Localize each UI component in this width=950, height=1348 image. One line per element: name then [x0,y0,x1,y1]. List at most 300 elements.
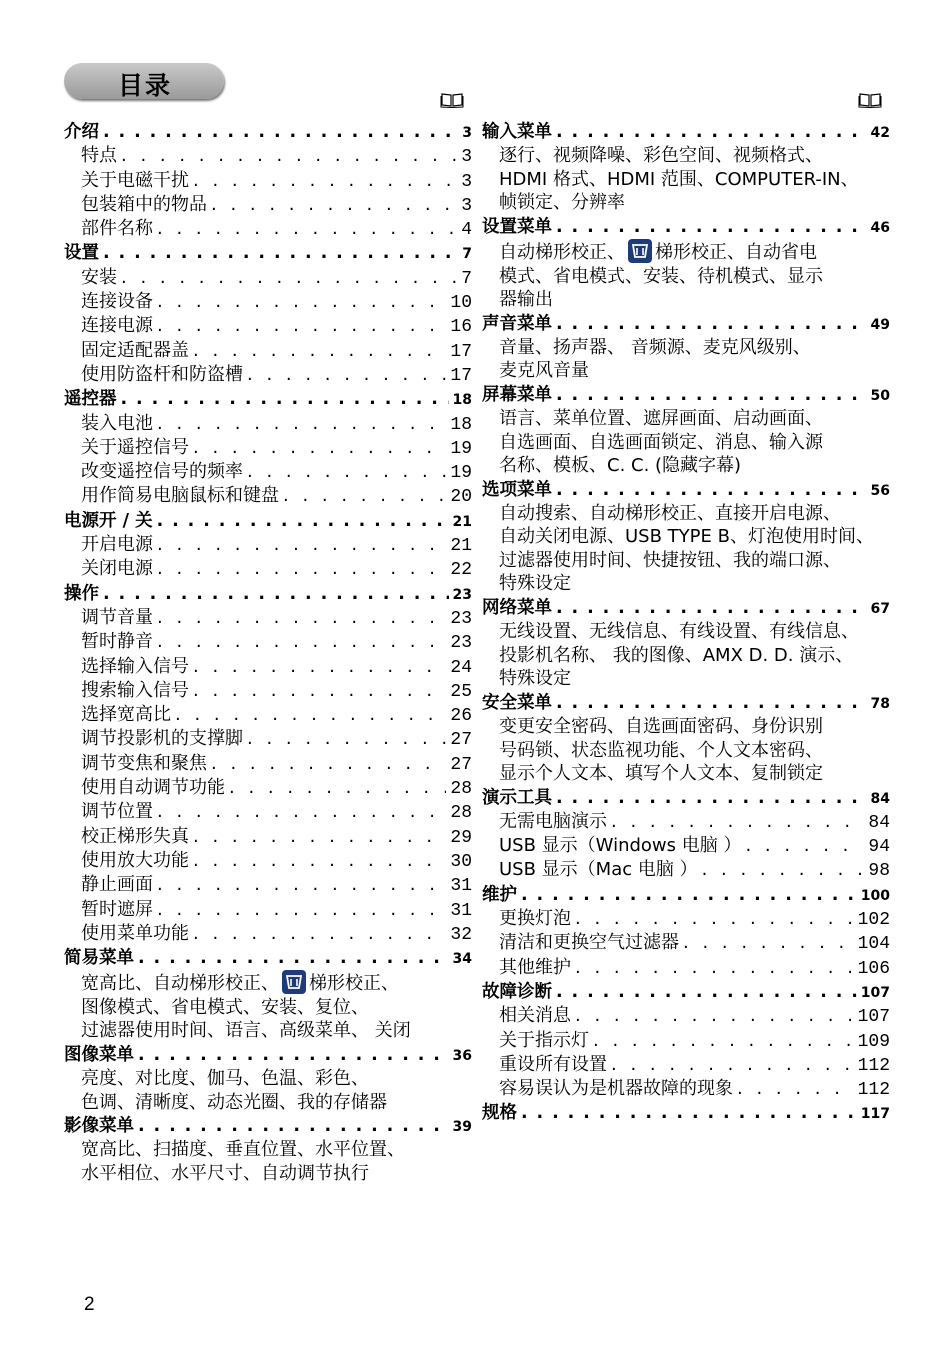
entry-page-number: 28 [450,803,472,824]
entry-page-number: 18 [452,392,472,409]
entry-page-number: 32 [450,924,472,945]
entry-label: 规格 [482,1103,517,1124]
entry-page-number: 104 [857,934,890,955]
entry-page-number: 19 [450,463,472,484]
entry-label: USB 显示（Mac 电脑 ） [499,859,698,881]
entry-label: 遥控器 [64,389,117,410]
menu-items-description [482,407,890,478]
description-line [499,667,890,691]
entry-page-number: 4 [461,220,472,241]
entry-label: USB 显示（Windows 电脑 ） [499,835,742,857]
dot-leader [575,956,854,980]
dot-leader [193,655,446,679]
description-line [499,644,890,668]
dot-leader [193,922,446,946]
entry-page-number: 23 [450,633,472,654]
dot-leader [193,825,446,849]
toc-section-entry[interactable] [64,460,472,484]
entry-label: 部件名称 [81,218,153,240]
description-text: HDMI 格式、HDMI 范围、COMPUTER-IN、 [499,168,859,190]
entry-page-number: 21 [452,513,472,530]
dot-leader [521,1101,857,1125]
dot-leader [556,478,867,502]
entry-label: 特点 [81,145,117,167]
toc-section-entry[interactable] [482,1077,890,1101]
toc-section-entry[interactable] [64,339,472,363]
description-text: 亮度、对比度、伽马、色温、彩色、 [81,1068,369,1090]
toc-chapter-entry[interactable] [64,387,472,411]
dot-leader [575,907,854,931]
toc-section-entry[interactable] [64,557,472,581]
entry-label: 关于指示灯 [499,1029,589,1051]
description-text: 音量、扬声器、 音频源、麦克风级别、 [499,336,811,358]
entry-page-number: 98 [868,861,890,882]
description-text: 特殊设定 [499,668,571,690]
toc-chapter-entry[interactable] [482,691,890,715]
description-line [499,265,890,289]
menu-items-description [482,502,890,596]
entry-page-number: 112 [857,1055,890,1076]
entry-page-number: 30 [450,851,472,872]
toc-chapter-entry[interactable] [482,1101,890,1125]
dot-leader [157,557,446,581]
dot-leader [556,691,867,715]
dot-leader [521,883,857,907]
entry-label: 容易误认为是机器故障的现象 [499,1078,733,1100]
entry-label: 连接设备 [81,291,153,313]
description-line [499,359,890,383]
entry-label: 网络菜单 [482,597,552,618]
toc-title: 目录 [118,71,173,100]
toc-section-entry[interactable] [64,703,472,727]
toc-section-entry[interactable] [64,630,472,654]
dot-leader [157,412,446,436]
entry-page-number: 3 [461,195,472,216]
entry-label: 固定适配器盖 [81,339,189,361]
entry-label: 设置 [64,243,99,264]
entry-label: 操作 [64,583,99,604]
toc-chapter-entry[interactable] [64,120,472,144]
toc-section-entry[interactable] [64,727,472,751]
dot-leader [103,120,458,144]
dot-leader [175,703,446,727]
entry-page-number: 31 [450,900,472,921]
toc-section-entry[interactable] [64,533,472,557]
dot-leader [702,858,865,882]
entry-label: 图像菜单 [64,1044,134,1065]
toc-section-entry[interactable] [482,1053,890,1077]
toc-section-entry[interactable] [64,169,472,193]
dot-leader [157,800,446,824]
entry-label: 更换灯泡 [499,908,571,930]
description-text: 模式、省电模式、安装、待机模式、显示 [499,265,823,287]
dot-leader [157,606,446,630]
description-line [499,739,890,763]
dot-leader [138,946,449,970]
entry-page-number: 17 [450,365,472,386]
dot-leader [745,834,864,858]
dot-leader [556,786,867,810]
toc-column-right [482,120,890,1126]
toc-chapter-entry[interactable] [482,883,890,907]
entry-page-number: 31 [450,876,472,897]
entry-label: 选项菜单 [482,479,552,500]
description-text: 梯形校正、自动省电 [655,242,817,264]
dot-leader [683,931,854,955]
entry-label: 用作简易电脑鼠标和键盘 [81,485,279,507]
dot-leader [283,484,446,508]
toc-section-entry[interactable] [64,412,472,436]
entry-label: 关于遥控信号 [81,436,189,458]
entry-label: 简易菜单 [64,948,134,969]
entry-label: 设置菜单 [482,216,552,237]
entry-page-number: 21 [450,536,472,557]
toc-chapter-entry[interactable] [482,596,890,620]
toc-section-entry[interactable] [482,858,890,882]
toc-chapter-entry[interactable] [482,120,890,144]
entry-label: 校正梯形失真 [81,825,189,847]
dot-leader [556,312,867,336]
entry-label: 调节位置 [81,801,153,823]
toc-chapter-entry[interactable] [482,215,890,239]
description-text: 显示个人文本、填写个人文本、复制锁定 [499,763,823,785]
description-line [499,715,890,739]
toc-section-entry[interactable] [64,679,472,703]
toc-title-pill [64,63,224,99]
description-text: 过滤器使用时间、语言、高级菜单、 关闭 [81,1020,411,1042]
entry-label: 调节变焦和聚焦 [81,752,207,774]
entry-label: 使用防盗杆和防盗槽 [81,363,243,385]
toc-section-entry[interactable] [64,266,472,290]
toc-section-entry[interactable] [64,873,472,897]
entry-page-number: 112 [857,1080,890,1101]
entry-page-number: 3 [461,171,472,192]
description-text: 号码锁、状态监视功能、个人文本密码、 [499,739,823,761]
description-text: 语言、菜单位置、遮屏画面、启动画面、 [499,408,823,430]
entry-label: 无需电脑演示 [499,810,607,832]
toc-section-entry[interactable] [64,363,472,387]
entry-label: 安全菜单 [482,692,552,713]
entry-page-number: 117 [860,1106,890,1123]
description-text: 自动梯形校正、 [499,242,625,264]
description-text: 帧锁定、分辨率 [499,192,625,214]
entry-label: 关于电磁干扰 [81,169,189,191]
toc-section-entry[interactable] [482,1029,890,1053]
toc-section-entry[interactable] [64,776,472,800]
description-line [499,191,890,215]
toc-section-entry[interactable] [64,752,472,776]
entry-page-number: 19 [450,438,472,459]
entry-label: 使用菜单功能 [81,922,189,944]
toc-chapter-entry[interactable] [64,509,472,533]
dot-leader [611,1053,854,1077]
toc-section-entry[interactable] [482,956,890,980]
description-line [81,1138,472,1162]
entry-label: 搜索输入信号 [81,679,189,701]
description-line [499,620,890,644]
dot-leader [157,509,449,533]
toc-section-entry[interactable] [482,907,890,931]
page-number: 2 [84,1294,95,1315]
dot-leader [247,460,446,484]
entry-label: 介绍 [64,122,99,142]
description-text: 自动搜索、自动梯形校正、直接开启电源、 [499,502,841,524]
toc-section-entry[interactable] [64,436,472,460]
entry-label: 调节投影机的支撑脚 [81,728,243,750]
description-text: 宽高比、扫描度、垂直位置、水平位置、 [81,1139,405,1161]
description-line [499,336,890,360]
description-text: 变更安全密码、自选画面密码、身份识别 [499,716,823,738]
entry-page-number: 107 [857,1007,890,1028]
entry-page-number: 7 [462,246,472,263]
dot-leader [138,1114,449,1138]
dot-leader [556,596,867,620]
entry-label: 影像菜单 [64,1116,134,1137]
toc-chapter-entry[interactable] [64,946,472,970]
dot-leader [737,1077,854,1101]
toc-column-left [64,120,472,1185]
description-line [499,572,890,596]
description-line [499,407,890,431]
toc-section-entry[interactable] [64,314,472,338]
entry-label: 调节音量 [81,606,153,628]
dot-leader [193,436,446,460]
toc-section-entry[interactable] [64,800,472,824]
toc-chapter-entry[interactable] [64,1043,472,1067]
entry-label: 故障诊断 [482,981,552,1002]
description-text: 麦克风音量 [499,360,589,382]
entry-label: 重设所有设置 [499,1053,607,1075]
menu-items-description [64,1067,472,1114]
entry-page-number: 23 [452,586,472,603]
toc-section-entry[interactable] [64,922,472,946]
keystone-icon [282,970,306,994]
entry-label: 安装 [81,266,117,288]
entry-page-number: 22 [450,560,472,581]
menu-items-description [482,239,890,312]
entry-page-number: 23 [450,608,472,629]
entry-page-number: 67 [870,600,890,617]
entry-page-number: 16 [450,317,472,338]
dot-leader [103,241,458,265]
entry-page-number: 100 [860,887,890,904]
dot-leader [229,776,446,800]
entry-page-number: 50 [870,387,890,404]
toc-section-entry[interactable] [482,834,890,858]
dot-leader [556,980,857,1004]
menu-items-description [482,715,890,786]
dot-leader [157,630,446,654]
entry-page-number: 102 [857,910,890,931]
entry-label: 屏幕菜单 [482,384,552,405]
entry-page-number: 49 [870,316,890,333]
entry-page-number: 36 [452,1047,472,1064]
toc-section-entry[interactable] [64,655,472,679]
entry-label: 维护 [482,884,517,905]
description-line [499,549,890,573]
toc-section-entry[interactable] [64,484,472,508]
toc-chapter-entry[interactable] [64,241,472,265]
toc-section-entry[interactable] [482,810,890,834]
entry-page-number: 39 [452,1119,472,1136]
entry-label: 包装箱中的物品 [81,193,207,215]
toc-section-entry[interactable] [64,193,472,217]
dot-leader [157,290,446,314]
description-line [81,1067,472,1091]
dot-leader [193,679,446,703]
dot-leader [211,193,457,217]
entry-label: 使用放大功能 [81,849,189,871]
dot-leader [193,849,446,873]
description-text: 名称、模板、C. C. (隐藏字幕) [499,455,742,477]
dot-leader [103,582,449,606]
entry-page-number: 106 [857,958,890,979]
toc-chapter-entry[interactable] [64,582,472,606]
description-line [81,1162,472,1186]
entry-label: 选择输入信号 [81,655,189,677]
dot-leader [157,533,446,557]
menu-items-description [64,970,472,1043]
dot-leader [556,120,867,144]
description-text: 无线设置、无线信息、有线设置、有线信息、 [499,621,859,643]
entry-label: 暂时静音 [81,631,153,653]
description-line [499,431,890,455]
dot-leader [138,1043,449,1067]
description-text: 逐行、视频降噪、彩色空间、视频格式、 [499,145,823,167]
description-text: 自动关闭电源、USB TYPE B、灯泡使用时间、 [499,526,874,548]
toc-section-entry[interactable] [482,1004,890,1028]
description-line [499,239,890,265]
description-text: 图像模式、省电模式、安装、复位、 [81,996,369,1018]
entry-page-number: 34 [452,951,472,968]
entry-page-number: 17 [450,341,472,362]
toc-chapter-entry[interactable] [482,786,890,810]
entry-label: 声音菜单 [482,313,552,334]
toc-section-entry[interactable] [64,898,472,922]
dot-leader [121,387,449,411]
entry-page-number: 84 [870,790,890,807]
dot-leader [193,339,446,363]
description-text: 宽高比、自动梯形校正、 [81,973,279,995]
entry-label: 其他维护 [499,956,571,978]
menu-items-description [482,620,890,691]
entry-label: 连接电源 [81,315,153,337]
dot-leader [211,752,446,776]
entry-page-number: 28 [450,779,472,800]
description-text: 特殊设定 [499,573,571,595]
entry-page-number: 7 [461,268,472,289]
entry-label: 清洁和更换空气过滤器 [499,932,679,954]
toc-section-entry[interactable] [64,606,472,630]
entry-label: 选择宽高比 [81,704,171,726]
keystone-icon [628,239,652,263]
entry-page-number: 10 [450,293,472,314]
toc-chapter-entry[interactable] [64,1114,472,1138]
entry-page-number: 94 [868,837,890,858]
entry-page-number: 27 [450,730,472,751]
entry-label: 暂时遮屏 [81,898,153,920]
dot-leader [593,1029,854,1053]
dot-leader [556,215,867,239]
entry-page-number: 25 [450,681,472,702]
description-line [81,1019,472,1043]
entry-page-number: 26 [450,706,472,727]
entry-page-number: 27 [450,754,472,775]
entry-label: 改变遥控信号的频率 [81,461,243,483]
toc-chapter-entry[interactable] [482,383,890,407]
dot-leader [121,266,457,290]
toc-section-entry[interactable] [64,849,472,873]
dot-leader [575,1004,854,1028]
description-text: 梯形校正、 [309,973,399,995]
dot-leader [157,898,446,922]
entry-label: 演示工具 [482,787,552,808]
toc-section-entry[interactable] [64,290,472,314]
description-line [81,996,472,1020]
toc-section-entry[interactable] [64,144,472,168]
description-line [81,970,472,996]
entry-label: 装入电池 [81,412,153,434]
dot-leader [193,169,457,193]
entry-page-number: 29 [450,827,472,848]
toc-chapter-entry[interactable] [482,980,890,1004]
description-text: 投影机名称、 我的图像、AMX D. D. 演示、 [499,644,854,666]
dot-leader [247,363,446,387]
entry-page-number: 78 [870,695,890,712]
entry-page-number: 24 [450,657,472,678]
menu-items-description [482,336,890,383]
entry-page-number: 107 [860,984,890,1001]
dot-leader [157,314,446,338]
entry-label: 输入菜单 [482,122,552,142]
description-text: 过滤器使用时间、快捷按钮、我的端口源、 [499,549,841,571]
description-text: 色调、清晰度、动态光圈、我的存储器 [81,1091,387,1113]
entry-page-number: 18 [450,414,472,435]
book-icon [858,92,882,108]
description-line [499,502,890,526]
toc-section-entry[interactable] [64,217,472,241]
entry-page-number: 3 [461,147,472,168]
description-line [499,144,890,168]
entry-label: 关闭电源 [81,558,153,580]
description-line [499,525,890,549]
entry-label: 电源开 / 关 [64,510,153,531]
entry-page-number: 109 [857,1031,890,1052]
dot-leader [611,810,864,834]
entry-page-number: 3 [462,125,472,141]
description-text: 水平相位、水平尺寸、自动调节执行 [81,1162,369,1184]
dot-leader [556,383,867,407]
dot-leader [121,144,457,168]
description-text: 器输出 [499,289,553,311]
entry-page-number: 84 [868,812,890,833]
description-line [499,454,890,478]
toc-section-entry[interactable] [64,825,472,849]
toc-section-entry[interactable] [482,931,890,955]
book-icon [440,92,464,108]
menu-items-description [482,144,890,215]
description-text: 自选画面、自选画面锁定、消息、输入源 [499,431,823,453]
description-line [499,168,890,192]
description-line [499,288,890,312]
description-line [499,762,890,786]
entry-page-number: 20 [450,487,472,508]
toc-chapter-entry[interactable] [482,312,890,336]
dot-leader [247,727,446,751]
entry-page-number: 46 [870,219,890,236]
toc-chapter-entry[interactable] [482,478,890,502]
entry-label: 相关消息 [499,1005,571,1027]
